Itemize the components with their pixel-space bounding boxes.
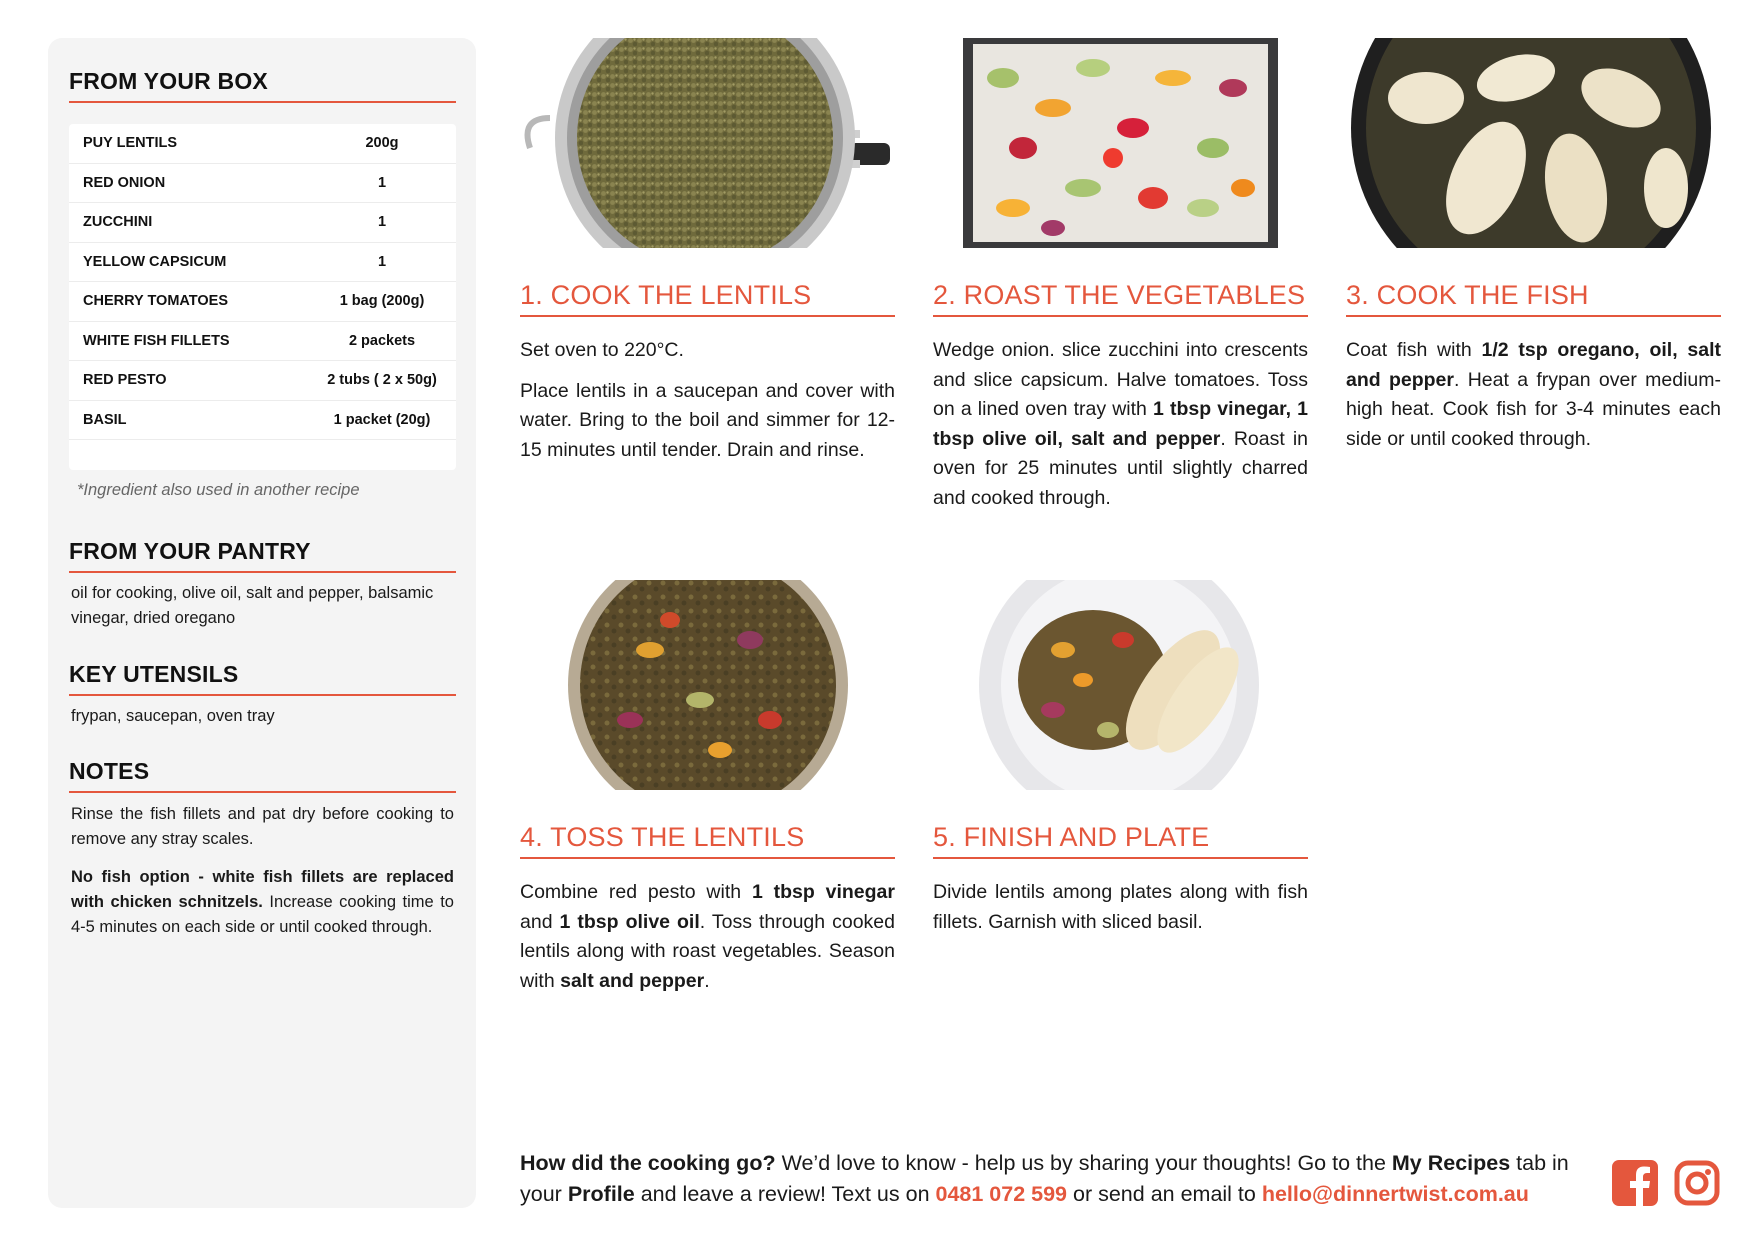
from-your-pantry-title: FROM YOUR PANTRY [69,538,456,573]
ingredient-row [69,322,456,362]
notes-paragraph: Rinse the fish fillets and pat dry before cooking to remove any stray scales. [71,805,454,848]
notes-rest: Increase cooking time to 4-5 minutes on each side or until cooked through. [71,893,454,936]
ingredient-qty: 2 tubs ( 2 x 50g) [327,372,437,389]
feedback-text: and leave a review! Text us on [634,1182,936,1206]
step-5 [933,580,1308,933]
step-3-text-c: . Heat a frypan over medium-high heat. Cook fish for 3-4 minutes each side or until cooked through. [1346,368,1721,450]
step-4-body [520,878,895,1007]
ingredient-qty: 1 [377,174,387,191]
step-2-photo [933,38,1308,248]
step-5-text: Divide lentils among plates along with fish fillets. Garnish with sliced basil. [933,881,1308,933]
step-4-text-a: Combine red pesto with [520,881,752,903]
step-2-body [933,336,1308,524]
step-4-title: 4. TOSS THE LENTILS [520,822,895,859]
ingredient-footnote: *Ingredient also used in another recipe [77,481,360,499]
ingredient-row [69,243,456,283]
feedback-footer [520,1148,1595,1210]
ingredient-row [69,164,456,204]
step-2-text-a: Wedge onion. slice zucchini into crescents and slice capsicum. Halve tomatoes. Toss on a lined oven tray with [933,339,1308,420]
step-4-text-bold: 1 tbsp vinegar [751,881,895,903]
step-3-text-a: Coat fish with [1346,339,1482,361]
step-2-text [933,336,1308,513]
ingredient-qty: 200g [365,135,399,152]
step-2-text-bold: 1 tbsp vinegar, 1 tbsp olive oil, salt and pepper [933,398,1308,450]
step-2-title: 2. ROAST THE VEGETABLES [933,280,1308,317]
pantry-text: oil for cooking, olive oil, salt and pepper, balsamic vinegar, dried oregano [71,584,434,627]
ingredient-name: RED PESTO [83,372,167,389]
from-your-box-title: FROM YOUR BOX [69,68,456,103]
ingredient-qty: 1 bag (200g) [339,293,425,310]
profile-link: Profile [567,1182,635,1206]
step-4-text-bold: salt and pepper [560,969,705,992]
step-4-text-e: . Toss through cooked lentils along with roast vegetables. Season with [520,910,895,992]
email-link[interactable]: hello@dinnertwist.com.au [1261,1182,1529,1206]
ingredient-row [69,203,456,243]
my-recipes-link: My Recipes [1391,1151,1511,1175]
step-4 [520,580,895,992]
ingredient-name: RED ONION [83,174,166,191]
ingredients-table [69,124,456,470]
step-4-text-g: . [704,969,710,992]
step-1 [520,38,895,461]
step-2 [933,38,1308,509]
feedback-question: How did the cooking go? [520,1151,776,1175]
step-3-text-bold: 1/2 tsp oregano, oil, salt and pepper [1346,339,1722,391]
step-1-body [520,336,895,476]
feedback-text: We’d love to know - help us by sharing your thoughts! Go to the [775,1151,1392,1175]
ingredient-name: WHITE FISH FILLETS [83,332,230,349]
ingredient-qty: 1 [377,214,387,231]
step-1-photo [520,38,895,248]
step-4-text [520,878,895,996]
step-3-text [1346,336,1721,454]
ingredient-qty: 2 packets [348,332,416,349]
phone-number[interactable]: 0481 072 599 [935,1182,1068,1206]
utensils-text: frypan, saucepan, oven tray [71,707,275,725]
facebook-icon[interactable] [1612,1160,1658,1211]
key-utensils-title: KEY UTENSILS [69,661,456,696]
step-1-text: Set oven to 220°C. [520,339,684,361]
ingredient-row [69,124,456,164]
step-4-text-bold: 1 tbsp olive oil [559,910,700,933]
notes-paragraph [71,865,454,940]
ingredient-qty: 1 packet (20g) [333,411,431,428]
notes-bold: No fish option - white fish fillets are replaced with chicken schnitzels. [71,868,454,911]
ingredient-row [69,401,456,441]
step-5-title: 5. FINISH AND PLATE [933,822,1308,859]
step-4-text-c: and [520,910,560,933]
instagram-icon[interactable] [1674,1160,1720,1211]
step-3-photo [1346,38,1721,248]
step-3 [1346,38,1722,450]
step-2-text-c: . Roast in oven for 25 minutes until slightly charred and cooked through. [933,427,1308,509]
ingredient-row [69,282,456,322]
feedback-text: tab in your [520,1151,1569,1206]
step-3-title: 3. COOK THE FISH [1346,280,1721,317]
feedback-text: or send an email to [1067,1182,1262,1206]
ingredient-name: CHERRY TOMATOES [83,293,229,310]
ingredient-name: YELLOW CAPSICUM [83,253,227,270]
ingredients-sidebar [48,38,476,1208]
ingredient-name: ZUCCHINI [83,214,153,231]
step-1-text: Place lentils in a saucepan and cover with water. Bring to the boil and simmer for 12-15 minutes until tender. Drain and rinse. [520,379,895,461]
ingredient-row [69,361,456,401]
ingredient-name: PUY LENTILS [83,135,177,152]
step-5-photo [933,580,1308,790]
ingredient-name: BASIL [83,411,127,428]
step-1-title: 1. COOK THE LENTILS [520,280,895,317]
step-3-body [1346,336,1721,465]
step-5-body [933,878,1308,948]
notes-title: NOTES [69,758,456,793]
step-4-photo [520,580,895,790]
ingredient-qty: 1 [377,253,387,270]
